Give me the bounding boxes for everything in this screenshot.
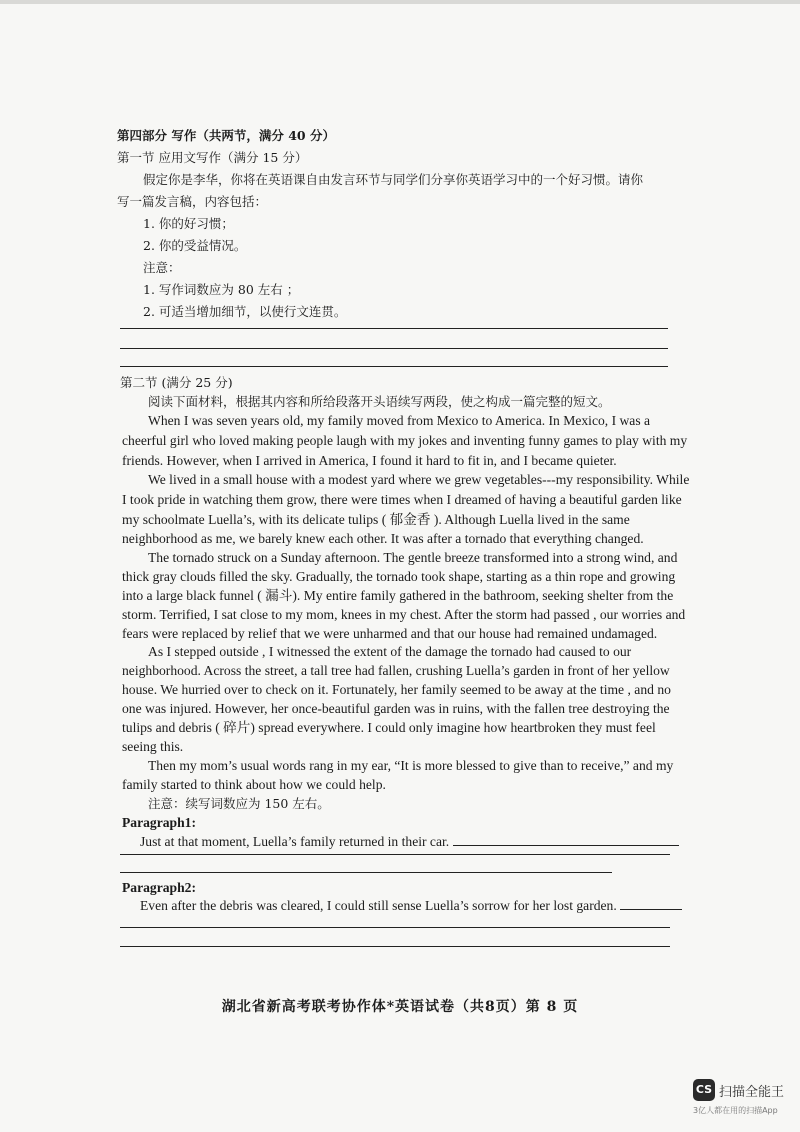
story-line: seeing this.	[122, 739, 184, 754]
answer-line[interactable]	[120, 328, 668, 329]
story-line: one was injured. However, her once-beautiful garden was in ruins, with the fallen tree destroying the	[122, 701, 670, 716]
story-line: I took pride in watching them grow, there were times when I dreamed of having a beautiful garden like	[122, 492, 682, 507]
section2-title: 第二节 (满分 25 分)	[120, 375, 233, 390]
story-line: As I stepped outside , I witnessed the extent of the damage the tornado had caused to our	[148, 644, 632, 659]
story-line: Then my mom’s usual words rang in my ear, “It is more blessed to give than to receive,” and my	[148, 758, 674, 773]
story-line: my schoolmate Luella’s, with its delicate tulips ( 郁金香 ). Although Luella lived in the same	[122, 512, 630, 527]
story-line: The tornado struck on a Sunday afternoon. The gentle breeze transformed into a strong wind, and	[148, 550, 678, 565]
paragraph2-label: Paragraph2:	[122, 880, 197, 895]
answer-line[interactable]	[120, 927, 670, 928]
answer-line[interactable]	[120, 348, 668, 349]
section2-note: 注意：续写词数应为 150 左右。	[148, 796, 330, 811]
section1-note-label: 注意：	[143, 260, 181, 275]
answer-line[interactable]	[120, 366, 668, 367]
answer-line[interactable]	[120, 946, 670, 947]
story-line: We lived in a small house with a modest yard where we grew vegetables---my responsibility. While	[148, 472, 690, 487]
story-line: cheerful girl who loved making people laugh with my jokes and inventing funny games to play with my	[122, 433, 688, 448]
answer-blank[interactable]	[620, 897, 682, 910]
section1-item-2: 2. 你的受益情况。	[143, 238, 247, 253]
scanner-app-name: 扫描全能王	[719, 1085, 785, 1100]
scanner-watermark	[693, 1079, 793, 1119]
section1-prompt-line2: 写一篇发言稿，内容包括：	[117, 194, 268, 209]
paragraph2-start	[140, 897, 682, 915]
section1-prompt-line1: 假定你是李华，你将在英语课自由发言环节与同学们分享你英语学习中的一个好习惯。请你	[143, 172, 644, 187]
scan-edge-shadow	[0, 0, 800, 4]
answer-line[interactable]	[120, 872, 612, 873]
part4-title: 第四部分 写作（共两节，满分 40 分）	[117, 128, 335, 143]
story-line: thick gray clouds filled the sky. Gradually, the tornado took shape, starting as a thin rope and growing	[122, 569, 676, 584]
story-line: storm. Terrified, I sat close to my mom, knees in my chest. After the storm had passed , our worries and	[122, 607, 686, 622]
paragraph2-start-text: Even after the debris was cleared, I could still sense Luella’s sorrow for her lost garden.	[140, 898, 617, 913]
paragraph1-start-text: Just at that moment, Luella’s family returned in their car.	[140, 834, 450, 849]
story-line: friends. However, when I arrived in America, I found it hard to fit in, and I became quieter.	[122, 453, 617, 468]
section2-instruction: 阅读下面材料，根据其内容和所给段落开头语续写两段，使之构成一篇完整的短文。	[148, 394, 611, 409]
answer-blank[interactable]	[453, 833, 679, 846]
story-line: neighborhood as me, we barely knew each other. It was after a tornado that everything changed.	[122, 531, 644, 546]
paragraph1-start	[140, 833, 679, 851]
story-line: fears were replaced by relief that we were unharmed and that our house had remained undamaged.	[122, 626, 658, 641]
paragraph1-label: Paragraph1:	[122, 815, 197, 830]
section1-title: 第一节 应用文写作（满分 15 分）	[117, 150, 308, 165]
story-line: When I was seven years old, my family moved from Mexico to America. In Mexico, I was a	[148, 413, 651, 428]
section1-note-1: 1. 写作词数应为 80 左右 ；	[143, 282, 300, 297]
section1-item-1: 1. 你的好习惯；	[143, 216, 234, 231]
story-line: family started to think about how we could help.	[122, 777, 386, 792]
scanner-tagline: 3亿人都在用的扫描App	[693, 1106, 778, 1115]
story-line: into a large black funnel ( 漏斗). My entire family gathered in the bathroom, seeking shelter from the	[122, 588, 674, 603]
story-line: neighborhood. Across the street, a tall tree had fallen, crushing Luella’s garden in front of her yellow	[122, 663, 670, 678]
page-footer: 湖北省新高考联考协作体*英语试卷（共8页）第 8 页	[221, 999, 579, 1015]
answer-line[interactable]	[120, 854, 670, 855]
story-line: tulips and debris ( 碎片) spread everywhere. I could only imagine how heartbroken they must feel	[122, 720, 656, 735]
story-line: house. We hurried over to check on it. Fortunately, her family seemed to be away at the time , and no	[122, 682, 671, 697]
section1-note-2: 2. 可适当增加细节，以使行文连贯。	[143, 304, 347, 319]
camscanner-logo-icon: CS	[693, 1079, 715, 1101]
